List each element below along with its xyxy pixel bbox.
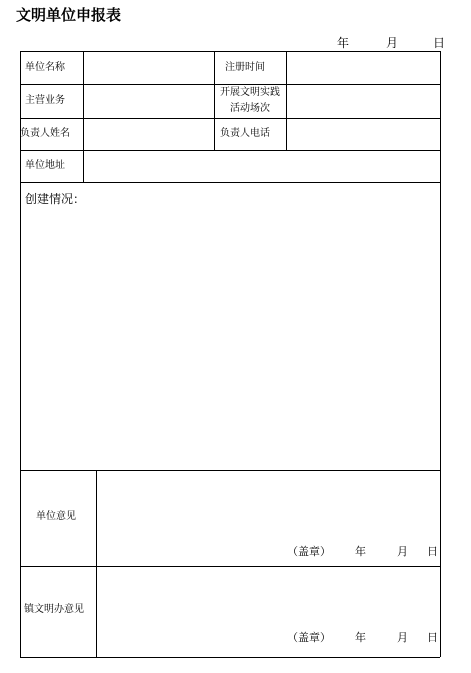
- town-opinion-content-area[interactable]: [97, 567, 440, 625]
- town-opinion-day: 日: [427, 631, 438, 644]
- unit-opinion-year: 年: [355, 545, 366, 558]
- address-field[interactable]: [84, 151, 440, 182]
- activity-count-label-line2: 活动场次: [230, 103, 270, 114]
- activity-count-label: [214, 86, 286, 115]
- page-title: 文明单位申报表: [16, 6, 122, 24]
- town-opinion-seal: （盖章）: [287, 631, 331, 644]
- creation-content-area[interactable]: [21, 208, 440, 470]
- leader-name-field[interactable]: [84, 119, 214, 150]
- unit-opinion-seal: （盖章）: [287, 545, 331, 558]
- town-opinion-month: 月: [397, 631, 408, 644]
- register-time-field[interactable]: [287, 52, 440, 84]
- table-border-bottom: [20, 657, 440, 658]
- town-opinion-label: 镇文明办意见: [24, 604, 84, 615]
- address-label: 单位地址: [25, 160, 65, 171]
- leader-phone-field[interactable]: [287, 119, 440, 150]
- date-day-label: 日: [433, 36, 446, 50]
- unit-opinion-day: 日: [427, 545, 438, 558]
- unit-opinion-month: 月: [397, 545, 408, 558]
- unit-name-field[interactable]: [84, 52, 214, 84]
- row-divider: [20, 182, 440, 183]
- date-year-label: 年: [337, 36, 350, 50]
- table-border-right: [440, 51, 441, 657]
- main-business-field[interactable]: [84, 85, 214, 118]
- unit-opinion-label: 单位意见: [36, 511, 76, 522]
- unit-name-label: 单位名称: [25, 62, 65, 73]
- unit-opinion-content-area[interactable]: [97, 471, 440, 539]
- date-month-label: 月: [386, 36, 399, 50]
- register-time-label: 注册时间: [225, 62, 265, 73]
- town-opinion-year: 年: [355, 631, 366, 644]
- leader-name-label: 负责人姓名: [20, 128, 70, 139]
- main-business-label: 主营业务: [25, 95, 65, 106]
- leader-phone-label: 负责人电话: [220, 128, 270, 139]
- activity-count-field[interactable]: [287, 85, 440, 118]
- creation-label: 创建情况：: [25, 192, 86, 206]
- activity-count-label-line1: 开展文明实践: [220, 87, 280, 98]
